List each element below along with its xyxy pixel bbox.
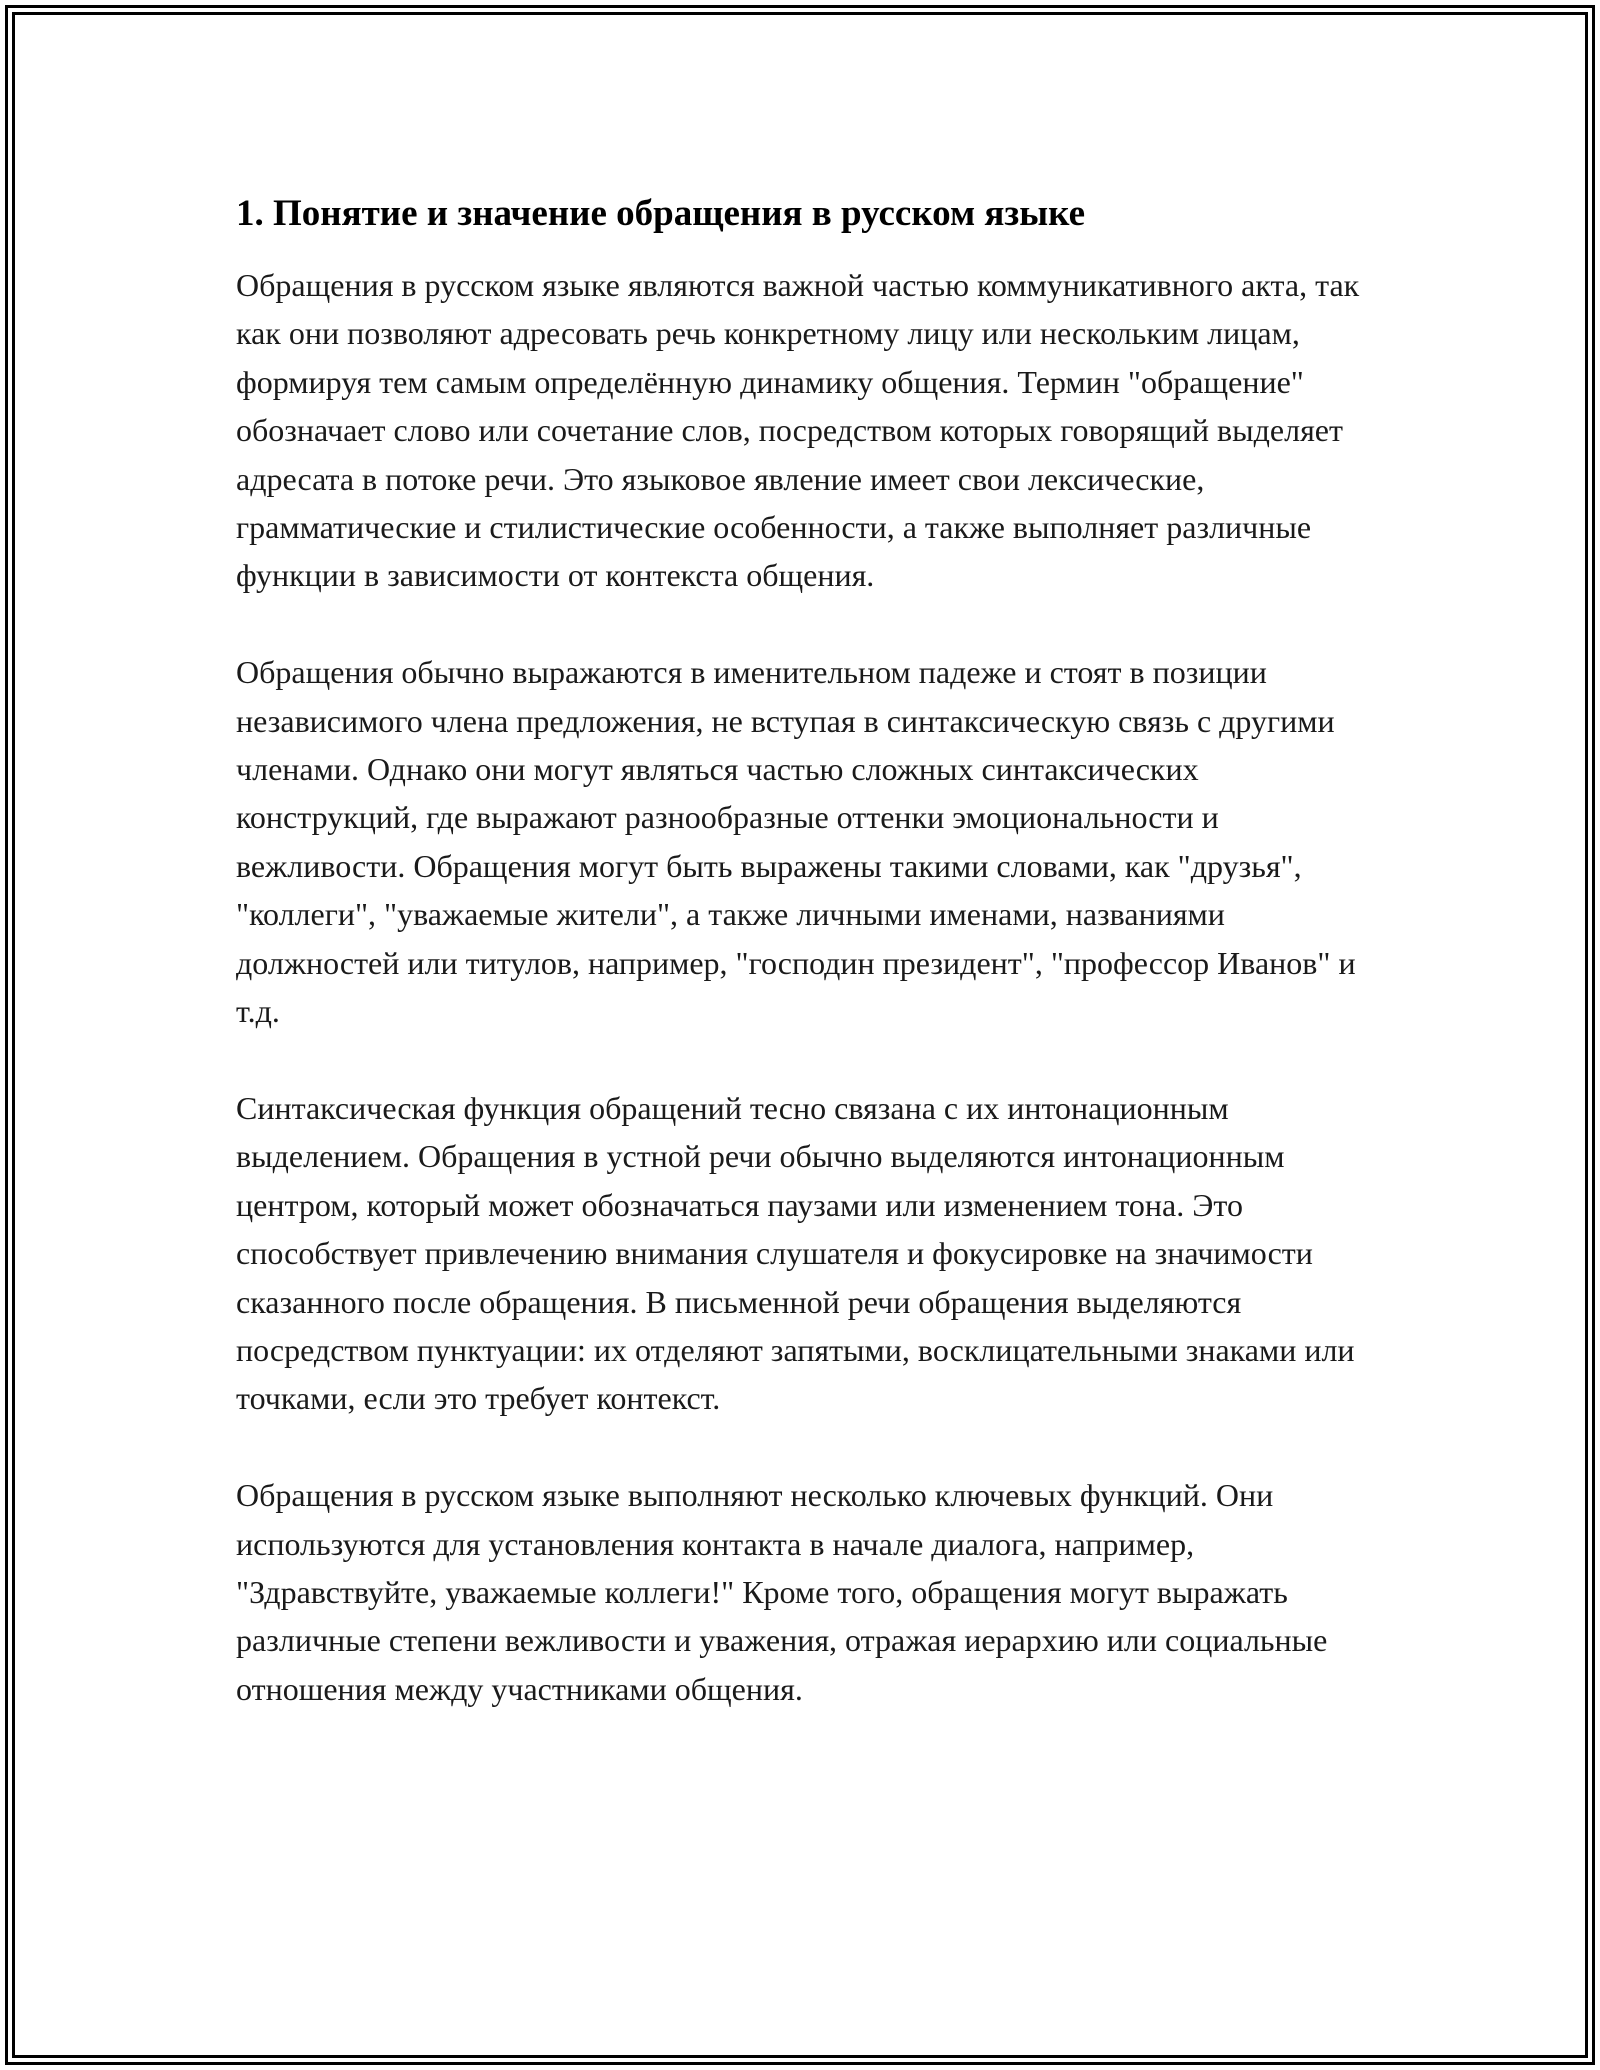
document-body xyxy=(236,190,1376,1713)
paragraph-1: Обращения в русском языке являются важной частью коммуникативного акта, так как они позволяют адресовать речь конкретному лицу или нескольким лицам, формируя тем самым определённую динамику общения. Термин "обращение" обозначает слово или сочетание слов, посредством которых говорящий выделяет адресата в потоке речи. Это языковое явление имеет свои лексические, грамматические и стилистические особенности, а также выполняет различные функции в зависимости от контекста общения. xyxy=(236,267,1360,594)
section-heading: 1. Понятие и значение обращения в русском языке xyxy=(236,193,1085,234)
paragraph-2: Обращения обычно выражаются в именительном падеже и стоят в позиции независимого члена предложения, не вступая в синтаксическую связь с другими членами. Однако они могут являться частью сложных синтаксических конструкций, где выражают разнообразные оттенки эмоциональности и вежливости. Обращения могут быть выражены такими словами, как "друзья", "коллеги", "уважаемые жители", а также личными именами, названиями должностей или титулов, например, "господин президент", "профессор Иванов" и т.д. xyxy=(236,654,1356,1030)
paragraph-3: Синтаксическая функция обращений тесно связана с их интонационным выделением. Обращения в устной речи обычно выделяются интонационным центром, который может обозначаться паузами или изменением тона. Это способствует привлечению внимания слушателя и фокусировке на значимости сказанного после обращения. В письменной речи обращения выделяются посредством пунктуации: их отделяют запятыми, восклицательными знаками или точками, если это требует контекст. xyxy=(236,1089,1355,1417)
paragraph-4: Обращения в русском языке выполняют несколько ключевых функций. Они используются для установления контакта в начале диалога, например, "Здравствуйте, уважаемые коллеги!" Кроме того, обращения могут выражать различные степени вежливости и уважения, отражая иерархию или социальные отношения между участниками общения. xyxy=(236,1477,1328,1707)
